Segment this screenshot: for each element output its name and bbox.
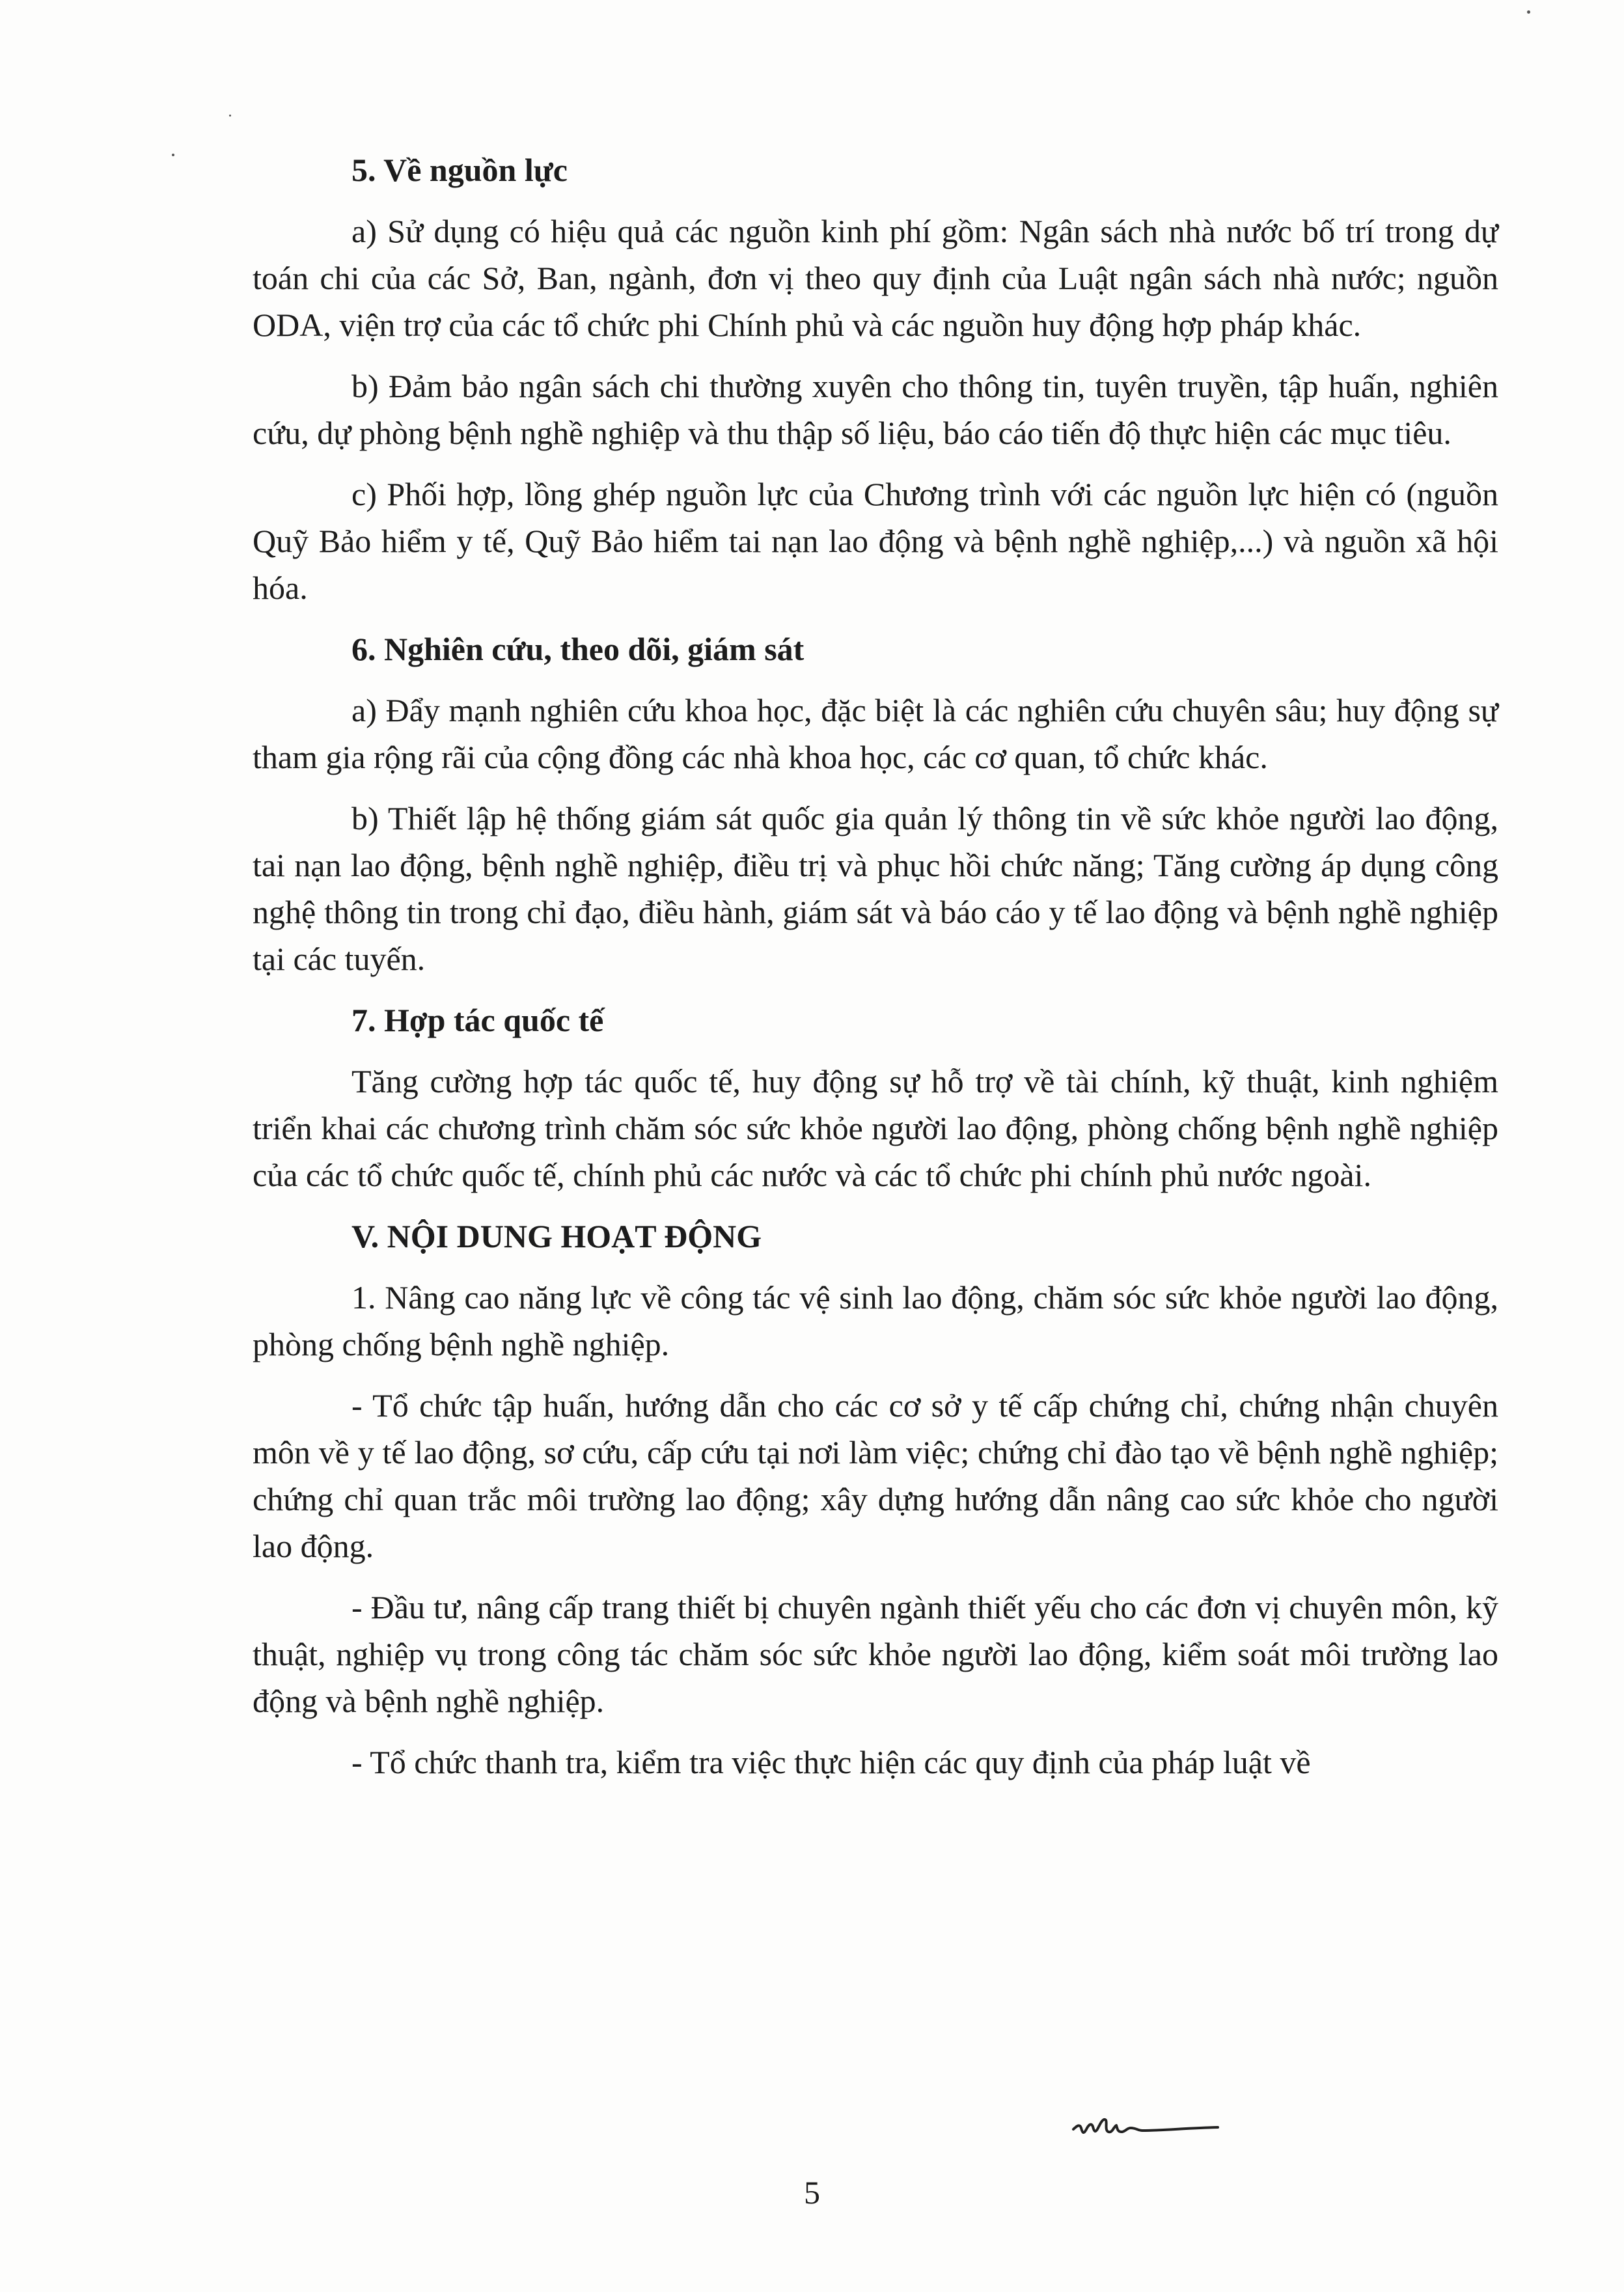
paragraph: b) Đảm bảo ngân sách chi thường xuyên cho thông tin, tuyên truyền, tập huấn, nghiên cứu, dự phòng bệnh nghề nghiệp và thu thập số liệu, báo cáo tiến độ thực hiện các mục tiêu. bbox=[253, 368, 1498, 451]
section-heading-international: 7. Hợp tác quốc tế bbox=[351, 1002, 604, 1038]
paragraph: - Đầu tư, nâng cấp trang thiết bị chuyên ngành thiết yếu cho các đơn vị chuyên môn, kỹ thuật, nghiệp vụ trong công tác chăm sóc sức khỏe người lao động, kiểm soát môi trường lao động và bệnh nghề nghiệp. bbox=[253, 1589, 1498, 1719]
paragraph: - Tổ chức tập huấn, hướng dẫn cho các cơ sở y tế cấp chứng chỉ, chứng nhận chuyên môn về y tế lao động, sơ cứu, cấp cứu tại nơi làm việc; chứng chỉ đào tạo về bệnh nghề nghiệp; chứng chỉ quan trắc môi trường lao động; xây dựng hướng dẫn nâng cao sức khỏe cho người lao động. bbox=[253, 1387, 1498, 1564]
section-heading-resources: 5. Về nguồn lực bbox=[351, 152, 568, 188]
scan-speck bbox=[172, 154, 174, 156]
paragraph: a) Đẩy mạnh nghiên cứu khoa học, đặc biệt là các nghiên cứu chuyên sâu; huy động sự tham gia rộng rãi của cộng đồng các nhà khoa học, các cơ quan, tổ chức khác. bbox=[253, 692, 1498, 775]
paragraph: b) Thiết lập hệ thống giám sát quốc gia quản lý thông tin về sức khỏe người lao động, tai nạn lao động, bệnh nghề nghiệp, điều trị và phục hồi chức năng; Tăng cường áp dụng công nghệ thông tin trong chỉ đạo, điều hành, giám sát và báo cáo y tế lao động và bệnh nghề nghiệp tại các tuyến. bbox=[253, 800, 1498, 977]
paragraph: 1. Nâng cao năng lực về công tác vệ sinh lao động, chăm sóc sức khỏe người lao động, phòng chống bệnh nghề nghiệp. bbox=[253, 1279, 1498, 1362]
page-number: 5 bbox=[804, 2174, 820, 2211]
paragraph: - Tổ chức thanh tra, kiểm tra việc thực hiện các quy định của pháp luật về bbox=[351, 1744, 1311, 1780]
document-body bbox=[253, 146, 1498, 1800]
paragraph: c) Phối hợp, lồng ghép nguồn lực của Chương trình với các nguồn lực hiện có (nguồn Quỹ Bảo hiểm y tế, Quỹ Bảo hiểm tai nạn lao động và bệnh nghề nghiệp,...) và nguồn xã hội hóa. bbox=[253, 476, 1498, 606]
scan-speck bbox=[1527, 10, 1530, 14]
paragraph: a) Sử dụng có hiệu quả các nguồn kinh phí gồm: Ngân sách nhà nước bố trí trong dự toán chi của các Sở, Ban, ngành, đơn vị theo quy định của Luật ngân sách nhà nước; nguồn ODA, viện trợ của các tổ chức phi Chính phủ và các nguồn huy động hợp pháp khác. bbox=[253, 213, 1498, 343]
initials-signature bbox=[1071, 2106, 1220, 2151]
section-heading-research: 6. Nghiên cứu, theo dõi, giám sát bbox=[351, 631, 805, 667]
section-heading-activities: V. NỘI DUNG HOẠT ĐỘNG bbox=[351, 1218, 762, 1254]
scan-speck bbox=[229, 115, 231, 117]
paragraph: Tăng cường hợp tác quốc tế, huy động sự hỗ trợ về tài chính, kỹ thuật, kinh nghiệm triển khai các chương trình chăm sóc sức khỏe người lao động, phòng chống bệnh nghề nghiệp của các tổ chức quốc tế, chính phủ các nước và các tổ chức phi chính phủ nước ngoài. bbox=[253, 1063, 1498, 1193]
